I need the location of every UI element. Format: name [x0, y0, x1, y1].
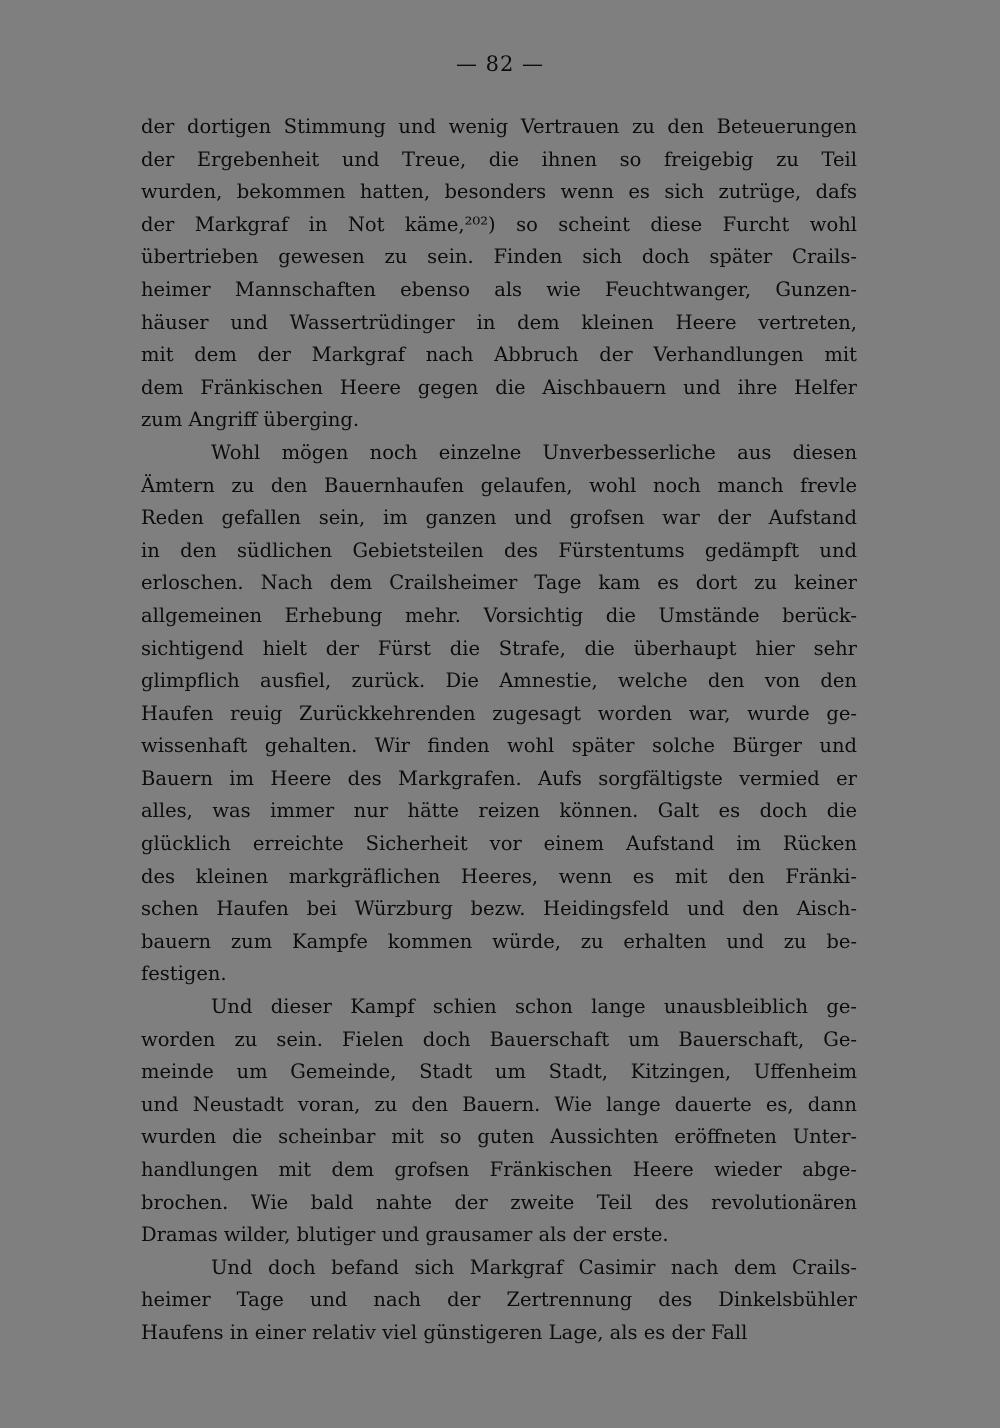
text-line: wurden die scheinbar mit so guten Aussichten eröffneten Unter- [141, 1125, 857, 1149]
text-line: Haufen reuig Zurückkehrenden zugesagt worden war, wurde ge- [141, 701, 857, 725]
text-line: bauern zum Kampfe kommen würde, zu erhalten und zu be- [141, 929, 857, 953]
text-line: Dramas wilder, blutiger und grausamer als der erste. [141, 1223, 669, 1247]
text-line: zum Angriff überging. [141, 408, 360, 432]
text-line: übertrieben gewesen zu sein. Finden sich doch später Crails- [141, 245, 857, 269]
text-line: Und dieser Kampf schien schon lange unausbleiblich ge- [211, 995, 857, 1019]
text-line: glücklich erreichte Sicherheit vor einem Aufstand im Rücken [141, 832, 857, 856]
paragraph [141, 991, 857, 1252]
text-line: heimer Mannschaften ebenso als wie Feuchtwanger, Gunzen- [141, 277, 857, 301]
text-line: Ämtern zu den Bauernhaufen gelaufen, wohl noch manch frevle [141, 473, 857, 497]
text-line: der dortigen Stimmung und wenig Vertrauen zu den Beteuerungen [141, 115, 857, 138]
paragraph [141, 437, 857, 991]
text-line: meinde um Gemeinde, Stadt um Stadt, Kitzingen, Uffenheim [141, 1060, 857, 1084]
text-line: Bauern im Heere des Markgrafen. Aufs sorgfältigste vermied er [141, 766, 857, 790]
text-line: festigen. [141, 962, 227, 986]
paragraph [141, 111, 857, 437]
text-line: heimer Tage und nach der Zertrennung des Dinkelsbühler [141, 1288, 857, 1312]
text-line: des kleinen markgräflichen Heeres, wenn es mit den Fränki- [141, 864, 857, 888]
text-line: der Markgraf in Not käme,²⁰²) so scheint diese Furcht wohl [141, 212, 857, 236]
text-line: Haufens in einer relativ viel günstigeren Lage, als es der Fall [141, 1320, 748, 1344]
text-line: sichtigend hielt der Fürst die Strafe, die überhaupt hier sehr [141, 636, 857, 660]
page-number: — 82 — [455, 52, 545, 76]
text-line: Reden gefallen sein, im ganzen und grofsen war der Aufstand [141, 506, 857, 530]
paragraph [141, 1252, 857, 1350]
text-line: handlungen mit dem grofsen Fränkischen Heere wieder abge- [141, 1158, 857, 1181]
text-line: glimpflich ausfiel, zurück. Die Amnestie, welche den von den [141, 669, 857, 693]
text-line: Wohl mögen noch einzelne Unverbesserliche aus diesen [211, 440, 857, 464]
text-line: mit dem der Markgraf nach Abbruch der Verhandlungen mit [141, 343, 857, 367]
text-line: allgemeinen Erhebung mehr. Vorsichtig die Umstände berück- [141, 603, 857, 627]
text-line: und Neustadt voran, zu den Bauern. Wie lange dauerte es, dann [141, 1092, 857, 1116]
body-text [141, 111, 857, 1350]
text-line: erloschen. Nach dem Crailsheimer Tage kam es dort zu keiner [141, 571, 857, 595]
text-line: worden zu sein. Fielen doch Bauerschaft um Bauerschaft, Ge- [141, 1027, 857, 1051]
text-line: der Ergebenheit und Treue, die ihnen so freigebig zu Teil [141, 147, 857, 171]
text-line: dem Fränkischen Heere gegen die Aischbauern und ihre Helfer [141, 375, 857, 399]
text-line: wurden, bekommen hatten, besonders wenn es sich zutrüge, dafs [141, 180, 857, 204]
text-line: in den südlichen Gebietsteilen des Fürstentums gedämpft und [141, 538, 857, 562]
text-line: alles, was immer nur hätte reizen können. Galt es doch die [141, 799, 857, 823]
text-line: Und doch befand sich Markgraf Casimir nach dem Crails- [211, 1255, 857, 1279]
text-line: schen Haufen bei Würzburg bezw. Heidingsfeld und den Aisch- [141, 897, 857, 921]
text-line: wissenhaft gehalten. Wir finden wohl später solche Bürger und [141, 734, 857, 758]
text-line: brochen. Wie bald nahte der zweite Teil des revolutionären [141, 1190, 857, 1214]
text-line: häuser und Wassertrüdinger in dem kleinen Heere vertreten, [141, 310, 857, 334]
